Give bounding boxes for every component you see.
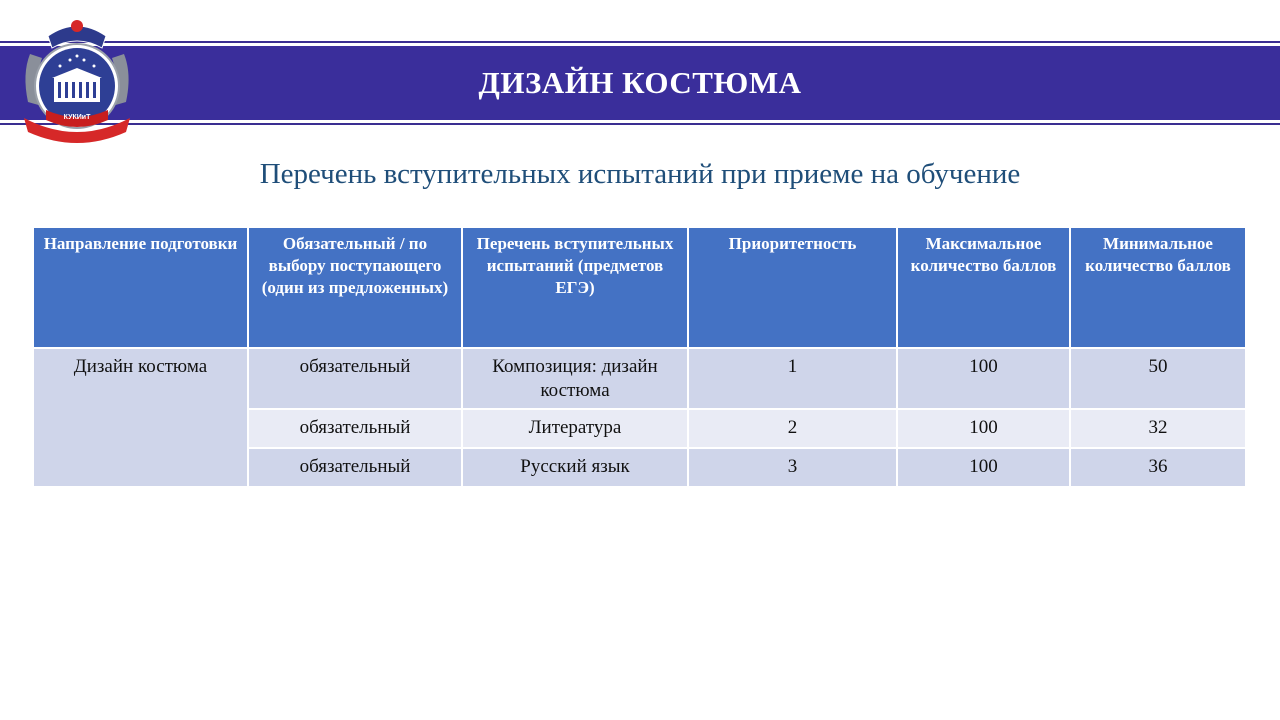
column-header-max-score: Максимальное количество баллов (897, 227, 1070, 348)
direction-cell: Дизайн костюма (33, 348, 248, 487)
type-cell: обязательный (248, 448, 462, 487)
min-score-cell: 36 (1070, 448, 1246, 487)
min-score-cell: 50 (1070, 348, 1246, 409)
priority-cell: 3 (688, 448, 897, 487)
column-header-exams: Перечень вступительных испытаний (предметов ЕГЭ) (462, 227, 688, 348)
column-header-min-score: Минимальное количество баллов (1070, 227, 1246, 348)
university-emblem-icon (18, 14, 136, 144)
max-score-cell: 100 (897, 348, 1070, 409)
subject-cell: Русский язык (462, 448, 688, 487)
header-band-top-line (0, 41, 1280, 43)
max-score-cell: 100 (897, 448, 1070, 487)
header-band-bottom-line (0, 123, 1280, 125)
column-header-priority: Приоритетность (688, 227, 897, 348)
svg-text:КУКИиТ: КУКИиТ (63, 114, 91, 121)
min-score-cell: 32 (1070, 409, 1246, 448)
type-cell: обязательный (248, 348, 462, 409)
priority-cell: 2 (688, 409, 897, 448)
university-logo (18, 14, 136, 144)
priority-cell: 1 (688, 348, 897, 409)
page-subtitle: Перечень вступительных испытаний при приеме на обучение (259, 158, 1021, 190)
max-score-cell: 100 (897, 409, 1070, 448)
table-header-row (33, 227, 1246, 348)
page-title: ДИЗАЙН КОСТЮМА (478, 65, 802, 100)
table-row (33, 348, 1246, 409)
column-header-direction: Направление подготовки (33, 227, 248, 348)
column-header-type: Обязательный / по выбору поступающего (один из предложенных) (248, 227, 462, 348)
entrance-exams-table (32, 226, 1247, 488)
type-cell: обязательный (248, 409, 462, 448)
subject-cell: Литература (462, 409, 688, 448)
entrance-exams-table-wrapper (32, 226, 1245, 488)
subject-cell: Композиция: дизайн костюма (462, 348, 688, 409)
